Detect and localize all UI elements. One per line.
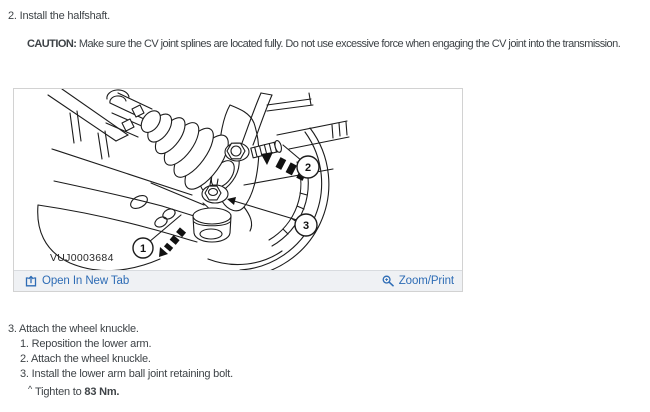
caution-paragraph bbox=[27, 37, 650, 52]
caution-label: CAUTION: bbox=[27, 38, 77, 50]
svg-text:2: 2 bbox=[304, 162, 312, 174]
zoom-print-label: Zoom/Print bbox=[398, 274, 454, 287]
install-arrow-1 bbox=[167, 230, 183, 249]
substep: 1. Reposition the lower arm. bbox=[20, 338, 152, 350]
open-in-new-tab-icon[interactable] bbox=[25, 275, 37, 287]
caution-text: Make sure the CV joint splines are located fully. Do not use excessive force when engaging the CV joint into the transmission. bbox=[76, 38, 621, 50]
substep: 2. Attach the wheel knuckle. bbox=[20, 353, 151, 365]
torque-prefix: Tighten to bbox=[35, 386, 85, 398]
callout-1 bbox=[133, 238, 153, 258]
service-manual-page bbox=[0, 9, 650, 412]
magnifier-icon[interactable] bbox=[382, 275, 394, 287]
figure-toolbar bbox=[14, 270, 462, 291]
step-3-block bbox=[8, 322, 650, 400]
callout-2 bbox=[297, 156, 319, 178]
figure-panel bbox=[13, 88, 463, 292]
step-2-text: 2. Install the halfshaft. bbox=[8, 10, 111, 22]
callout-3 bbox=[295, 214, 317, 236]
svg-text:1: 1 bbox=[139, 243, 147, 255]
open-in-new-tab-link[interactable] bbox=[25, 274, 129, 289]
figure-id-label: VUJ0003684 bbox=[50, 252, 114, 264]
svg-text:3: 3 bbox=[302, 220, 310, 232]
halfshaft-diagram bbox=[14, 89, 462, 270]
zoom-print-link[interactable] bbox=[382, 274, 454, 289]
substep: 3. Install the lower arm ball joint retaining bolt. bbox=[20, 368, 233, 380]
torque-value: 83 Nm. bbox=[84, 386, 120, 398]
torque-note bbox=[28, 382, 650, 400]
open-in-new-tab-label: Open In New Tab bbox=[42, 274, 130, 287]
step-3-text: 3. Attach the wheel knuckle. bbox=[8, 323, 139, 335]
torque-bullet: ^ bbox=[28, 384, 33, 394]
